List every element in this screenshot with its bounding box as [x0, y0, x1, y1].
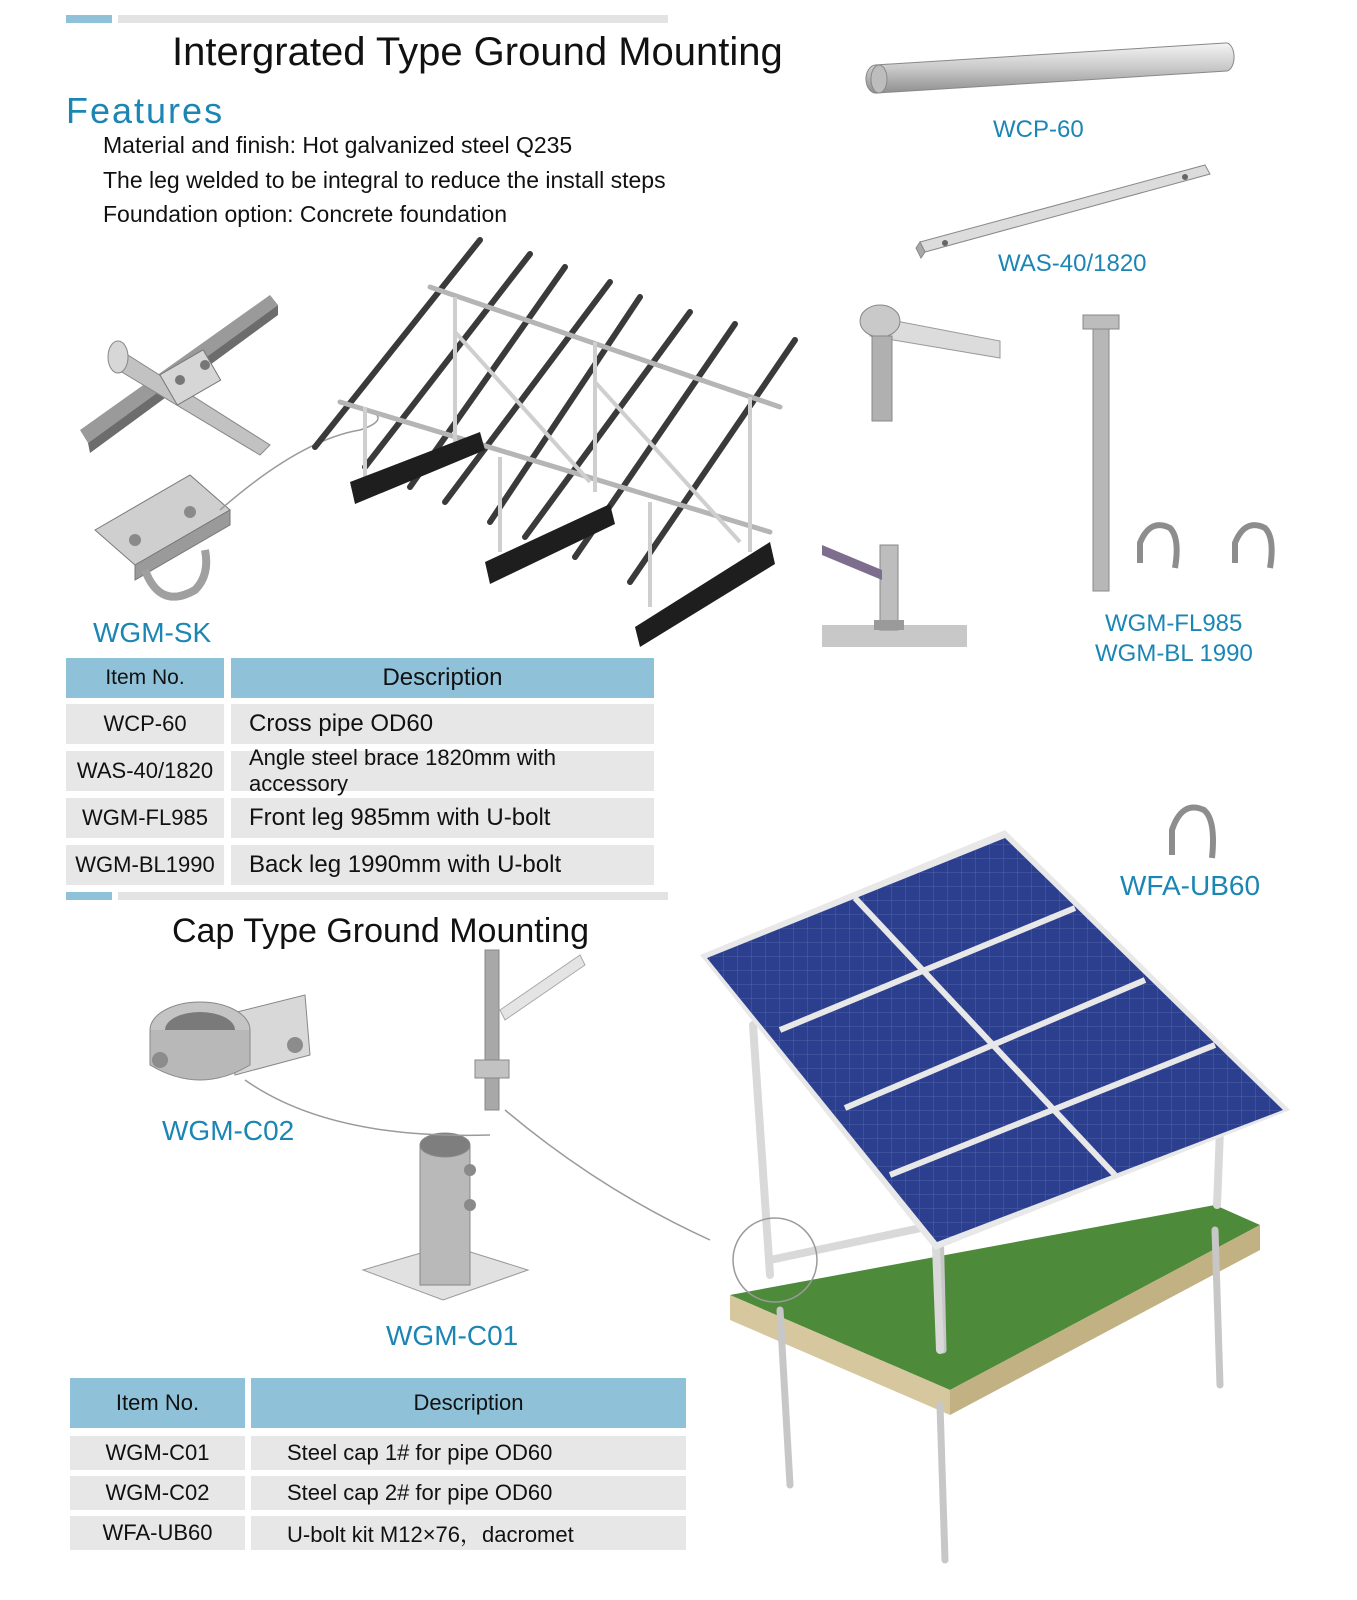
table2-row3-desc: U-bolt kit M12×76，dacromet — [251, 1516, 686, 1550]
table1-header-item: Item No. — [66, 658, 224, 698]
integrated-mounting-rack-illustration — [310, 232, 810, 652]
label-wgm-sk: WGM-SK — [93, 617, 212, 648]
u-bolt-pair-illustration — [1125, 518, 1295, 588]
label-was-40-1820: WAS-40/1820 — [998, 250, 1147, 277]
leg-base-detail-illustration — [822, 540, 972, 650]
section1-title: Intergrated Type Ground Mounting — [172, 30, 783, 74]
features-heading: Features — [66, 90, 225, 131]
table2-row3-item: WFA-UB60 — [70, 1516, 245, 1550]
cross-pipe-illustration — [865, 35, 1245, 105]
table1-row2-desc: Angle steel brace 1820mm with accessory — [231, 751, 654, 791]
label-wfa-ub60: WFA-UB60 — [1120, 870, 1261, 901]
table2-row1-desc: Steel cap 1# for pipe OD60 — [251, 1436, 686, 1470]
table2-header-description: Description — [251, 1378, 686, 1428]
feature-line-2: The leg welded to be integral to reduce the install steps — [103, 167, 666, 193]
table1-row2-item: WAS-40/1820 — [66, 751, 224, 791]
label-wgm-c01: WGM-C01 — [386, 1320, 519, 1351]
solar-array-ground-mount-illustration — [695, 830, 1295, 1570]
label-wgm-bl1990: WGM-BL 1990 — [1095, 640, 1253, 667]
table1-row3-item: WGM-FL985 — [66, 798, 224, 838]
front-leg-top-detail-illustration — [850, 296, 1010, 426]
u-bolt-plate-illustration — [90, 470, 240, 610]
section1-divider-bar — [118, 15, 668, 23]
table1-row1-item: WCP-60 — [66, 704, 224, 744]
table1-row4-desc: Back leg 1990mm with U-bolt — [231, 845, 654, 885]
feature-line-3: Foundation option: Concrete foundation — [103, 201, 508, 227]
label-wgm-c02: WGM-C02 — [162, 1115, 295, 1146]
back-leg-pole-illustration — [1078, 315, 1128, 595]
feature-line-1: Material and finish: Hot galvanized steel Q235 — [103, 132, 573, 158]
label-wgm-fl985: WGM-FL985 — [1105, 610, 1243, 637]
table2-row2-item: WGM-C02 — [70, 1476, 245, 1510]
table1-row4-item: WGM-BL1990 — [66, 845, 224, 885]
table1-header-description: Description — [231, 658, 654, 698]
section2-divider-bar — [118, 892, 668, 900]
table1-row3-desc: Front leg 985mm with U-bolt — [231, 798, 654, 838]
table2-header-item: Item No. — [70, 1378, 245, 1428]
table1-row1-desc: Cross pipe OD60 — [231, 704, 654, 744]
section2-accent-bar — [66, 892, 112, 900]
table2-row2-desc: Steel cap 2# for pipe OD60 — [251, 1476, 686, 1510]
section1-accent-bar — [66, 15, 112, 23]
table2-row1-item: WGM-C01 — [70, 1436, 245, 1470]
angle-steel-brace-illustration — [915, 160, 1215, 260]
section2-title: Cap Type Ground Mounting — [172, 912, 590, 950]
label-wcp-60: WCP-60 — [993, 116, 1084, 143]
